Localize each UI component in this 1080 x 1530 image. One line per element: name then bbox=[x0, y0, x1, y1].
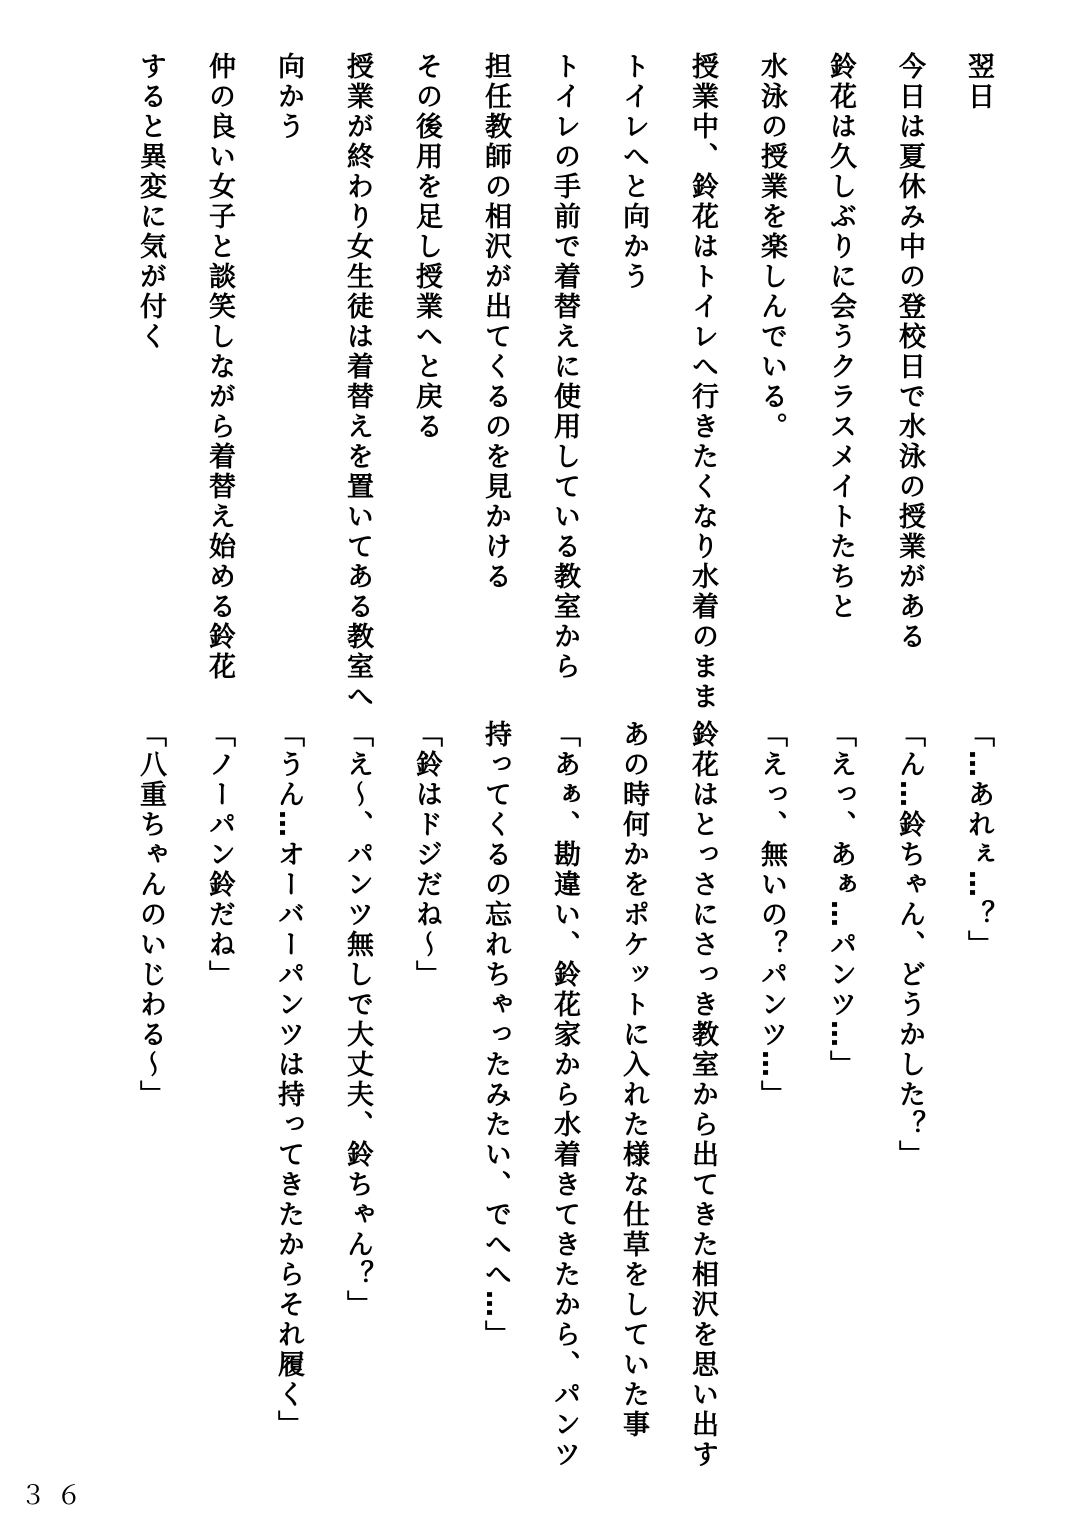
narration-line: 今日は夏休み中の登校日で水泳の授業がある bbox=[894, 52, 925, 652]
narration-line: 授業中、鈴花はトイレへ行きたくなり水着のまま bbox=[687, 52, 718, 712]
narration-line: 水泳の授業を楽しんでいる。 bbox=[756, 52, 787, 442]
narration-line: トイレへと向かう bbox=[618, 52, 649, 292]
dialogue-line: 「ノーパン鈴だね」 bbox=[204, 720, 235, 990]
narration-block bbox=[130, 52, 998, 712]
dialogue-line: 「えっ、無いの？パンツ…」 bbox=[756, 720, 787, 1110]
narration-line: 翌日 bbox=[963, 52, 994, 112]
dialogue-line: 「ん…鈴ちゃん、どうかした？」 bbox=[894, 720, 925, 1170]
narration-line: 仲の良い女子と談笑しながら着替え始める鈴花 bbox=[204, 52, 235, 682]
dialogue-line: あの時何かをポケットに入れた様な仕草をしていた事 bbox=[618, 720, 649, 1440]
narration-line: その後用を足し授業へと戻る bbox=[411, 52, 442, 442]
narration-line: 鈴花は久しぶりに会うクラスメイトたちと bbox=[825, 52, 856, 622]
narration-line: 担任教師の相沢が出てくるのを見かける bbox=[480, 52, 511, 592]
dialogue-line: 持ってくるの忘れちゃったみたい、でへへ…」 bbox=[480, 720, 511, 1350]
narration-line: すると異変に気が付く bbox=[135, 52, 166, 352]
dialogue-line: 「うん…オーバーパンツは持ってきたからそれ履く」 bbox=[273, 720, 304, 1440]
narration-line: トイレの手前で着替えに使用している教室から bbox=[549, 52, 580, 682]
dialogue-block bbox=[130, 720, 998, 1480]
dialogue-line: 「あぁ、勘違い、鈴花家から水着きてきたから、パンツ bbox=[549, 720, 580, 1470]
dialogue-line: 鈴花はとっさにさっき教室から出てきた相沢を思い出す bbox=[687, 720, 718, 1470]
dialogue-line: 「…あれぇ…？」 bbox=[963, 720, 994, 960]
dialogue-line: 「鈴はドジだね～」 bbox=[411, 720, 442, 990]
narration-line: 授業が終わり女生徒は着替えを置いてある教室へ bbox=[342, 52, 373, 712]
page-number: ３６ bbox=[20, 1481, 93, 1511]
dialogue-line: 「え～、パンツ無しで大丈夫、鈴ちゃん？」 bbox=[342, 720, 373, 1320]
dialogue-line: 「えっ、あぁ…パンツ…」 bbox=[825, 720, 856, 1080]
dialogue-line: 「八重ちゃんのいじわる～」 bbox=[135, 720, 166, 1110]
narration-line: 向かう bbox=[273, 52, 304, 142]
